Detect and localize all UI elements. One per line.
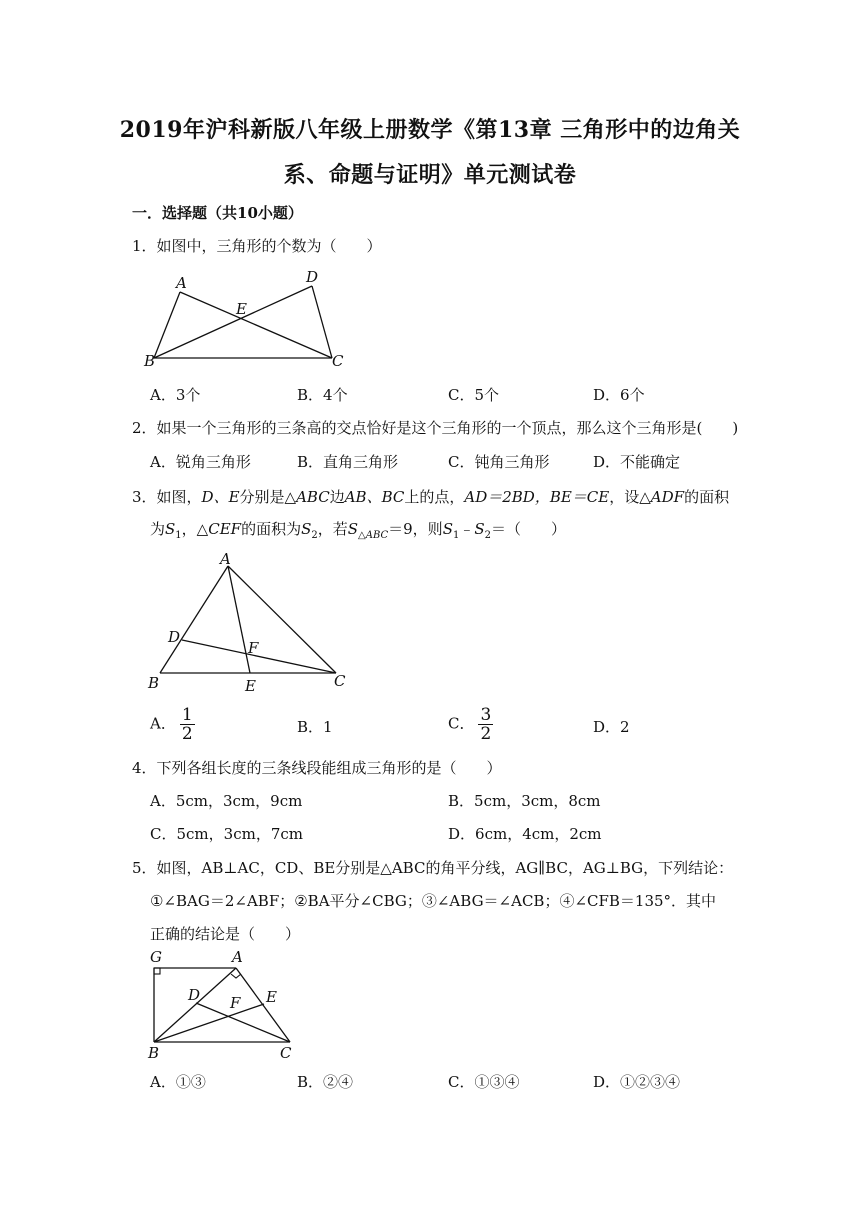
label-E: E [245, 677, 256, 695]
label-A: A [220, 550, 231, 568]
q1-option-d[interactable]: D．6个 [593, 386, 645, 404]
question-4-stem: 4．下列各组长度的三条线段能组成三角形的是（ ） [132, 759, 502, 777]
q1-option-b[interactable]: B．4个 [297, 386, 348, 404]
question-1-figure [140, 262, 360, 372]
label-F: F [230, 994, 241, 1012]
label-C: C [332, 352, 344, 370]
label-C: C [280, 1044, 292, 1062]
page-title-line2: 系、命题与证明》单元测试卷 [283, 162, 577, 188]
q4-option-b[interactable]: B．5cm，3cm，8cm [448, 792, 601, 810]
label-D: D [188, 986, 201, 1004]
label-A: A [232, 948, 243, 966]
label-D: D [306, 268, 319, 286]
q2-option-d[interactable]: D．不能确定 [593, 453, 681, 471]
q5-option-b[interactable]: B．②④ [297, 1073, 354, 1091]
q3-option-a[interactable]: A． $\frac{1}{2}$ [150, 705, 193, 744]
label-B: B [144, 352, 156, 370]
q4-option-a[interactable]: A．5cm，3cm，9cm [150, 792, 303, 810]
label-C: C [334, 672, 346, 690]
q3-option-d[interactable]: D．2 [593, 718, 630, 736]
label-E: E [266, 988, 277, 1006]
question-3-stem-line2: 为$S_1$，△CEF的面积为$S_2$，若$S_{\triangle ABC}=9$，则$S_1﹣S_2=$（ ） [150, 520, 567, 541]
q2-option-c[interactable]: C．钝角三角形 [448, 453, 550, 471]
q2-option-b[interactable]: B．直角三角形 [297, 453, 399, 471]
q1-option-c[interactable]: C．5个 [448, 386, 500, 404]
question-5-stem-line3: 正确的结论是（ ） [150, 925, 301, 943]
question-5-stem-line2: ①∠BAG＝2∠ABF；②BA平分∠CBG；③∠ABG＝∠ACB；④∠CFB＝135°．其中 [150, 892, 717, 910]
q3-option-b[interactable]: B．1 [297, 718, 333, 736]
label-B: B [148, 674, 160, 692]
question-3-stem-line1: 3．如图，D、E分别是△ABC边AB、BC上的点，AD＝2BD，BE＝CE，设△ADF的面积 [132, 488, 730, 506]
q5-option-a[interactable]: A．①③ [150, 1073, 206, 1091]
label-E: E [236, 300, 247, 318]
q2-option-a[interactable]: A．锐角三角形 [150, 453, 251, 471]
question-1-stem: 1．如图中，三角形的个数为（ ） [132, 237, 382, 255]
q5-option-d[interactable]: D．①②③④ [593, 1073, 681, 1091]
question-2-stem: 2．如果一个三角形的三条高的交点恰好是这个三角形的一个顶点，那么这个三角形是( ) [132, 419, 739, 437]
question-5-stem-line1: 5．如图，AB⊥AC，CD、BE分别是△ABC的角平分线，AG∥BC，AG⊥BG，下列结论： [132, 859, 734, 877]
label-G: G [150, 948, 162, 966]
q4-option-c[interactable]: C．5cm，3cm，7cm [150, 825, 303, 843]
label-B: B [148, 1044, 160, 1062]
label-D: D [168, 628, 181, 646]
section-heading: 一．选择题（共10小题） [132, 204, 303, 222]
question-3-figure [140, 548, 360, 698]
q1-option-a[interactable]: A．3个 [150, 386, 201, 404]
q4-option-d[interactable]: D．6cm，4cm，2cm [448, 825, 602, 843]
q3-option-c[interactable]: C． $\frac{3}{2}$ [448, 705, 492, 744]
page-title-line1: 2019年沪科新版八年级上册数学《第13章 三角形中的边角关 [119, 117, 741, 143]
label-F: F [248, 639, 259, 657]
q5-option-c[interactable]: C．①③④ [448, 1073, 520, 1091]
question-5-figure [140, 948, 310, 1063]
label-A: A [176, 274, 187, 292]
